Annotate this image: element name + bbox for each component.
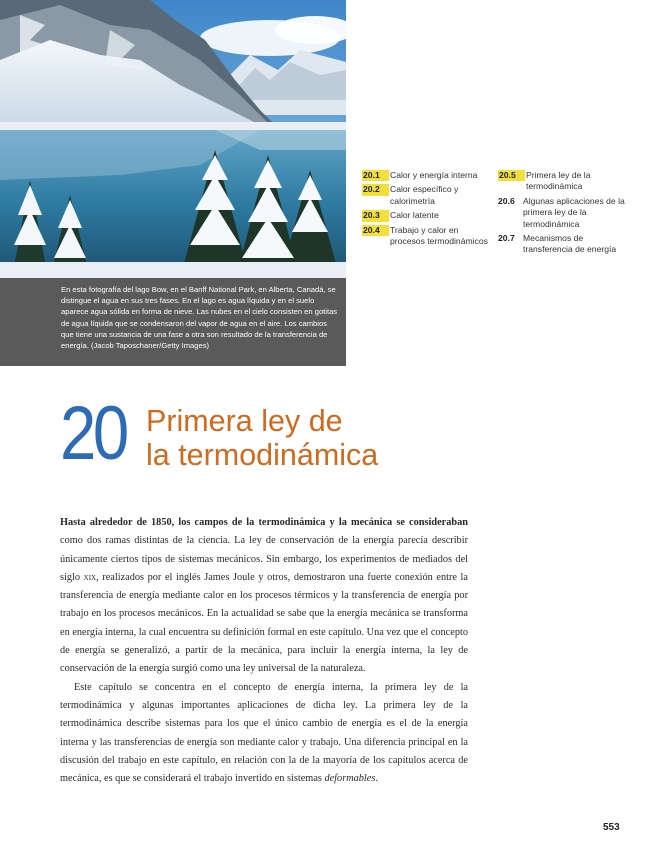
- toc-number: 20.6: [498, 195, 515, 206]
- chapter-photo: [0, 0, 346, 278]
- chapter-title-line-1: Primera ley de: [146, 404, 343, 438]
- paragraph-end: .: [375, 773, 378, 785]
- toc-number: 20.3: [362, 210, 389, 221]
- toc-item[interactable]: [362, 184, 492, 207]
- photo-caption: En esta fotografía del lago Bow, en el Banff National Park, en Alberta, Canadá, se distingue el agua en sus tres fases. En el lago es agua líquida y en el suelo aparece agua sólida en forma de nieve. Las nubes en el cielo consisten en gotitas de agua líquida que se condensaron del vapor de agua en el aire. Los cambios que tiene una sustancia de una fase a otra son resultado de la transferencia de energía. (Jacob Taposchaner/Getty Images): [61, 285, 338, 351]
- toc-label: Calor específico y calorimetría: [390, 184, 459, 206]
- page-number: 553: [603, 822, 620, 833]
- toc-item[interactable]: [362, 210, 492, 221]
- toc-label: Primera ley de la termodinámica: [526, 170, 591, 192]
- toc-label: Trabajo y calor en procesos termodinámicos: [390, 224, 488, 247]
- chapter-number: 20: [60, 391, 126, 476]
- toc-item[interactable]: [498, 233, 628, 256]
- toc-label: Mecanismos de transferencia de energía: [523, 233, 617, 255]
- emphasis: deformables: [324, 773, 376, 785]
- toc-number: 20.5: [498, 170, 525, 181]
- toc-item[interactable]: [362, 170, 492, 181]
- paragraph-text: , realizados por el inglés James Joule y otros, demostraron una fuerte conexión entre la transferencia de energía mediante calor en los procesos térmicos y la transferencia de energía por trabajo en los procesos mecánicos. En la actualidad se sabe que la energía mecánica se transforma en energía interna, la cual encuentra su definición formal en este capítulo. Una vez que el concepto de energía se generalizó, a partir de la mecánica, para incluir la energía interna, la ley de conservación de la energía surgió como una ley universal de la naturaleza.: [60, 571, 468, 675]
- chapter-title-line-2: la termodinámica: [146, 438, 379, 472]
- toc-label: Calor latente: [390, 210, 439, 221]
- toc-number: 20.1: [362, 170, 389, 181]
- lake-bow-image: [0, 0, 346, 278]
- chapter-title: [146, 404, 476, 472]
- toc-number: 20.7: [498, 233, 515, 244]
- toc-number: 20.2: [362, 184, 389, 195]
- toc-item[interactable]: [362, 225, 492, 248]
- paragraph-text: como dos ramas distintas de la ciencia. La ley de conservación de la energía parecía describir únicamente ciertos tipos de sistemas mecánicos. Sin embargo, los experimentos de mediados del siglo: [60, 535, 468, 583]
- toc-label: Algunas aplicaciones de la primera ley de la termodinámica: [523, 195, 625, 229]
- toc-number: 20.4: [362, 225, 389, 236]
- toc-label: Calor y energía interna: [390, 170, 478, 180]
- chapter-intro: [60, 514, 468, 788]
- toc-right-column: [498, 170, 628, 259]
- lead-in: Hasta alrededor de 1850, los campos de la termodinámica y la mecánica se consideraban: [60, 517, 468, 528]
- paragraph-text: Este capítulo se concentra en el concepto de energía interna, la primera ley de la termodinámica y algunas importantes aplicaciones de dicha ley. La primera ley de la termodinámica describe sistemas para los que el único cambio de energía es el de la energía interna y las transferencias de energía son mediante calor y trabajo. Una diferencia principal en la discusión del trabajo en este capítulo, en relación con la de la mayoría de los capítulos acerca de mecánica, es que se considerará el trabajo invertido en sistemas: [60, 681, 468, 785]
- century-numeral: xix: [83, 571, 97, 583]
- toc-item[interactable]: [498, 196, 628, 230]
- paragraph-2: [60, 679, 468, 789]
- paragraph-1: [60, 514, 468, 679]
- toc-left-column: [362, 170, 492, 250]
- toc-item[interactable]: [498, 170, 628, 193]
